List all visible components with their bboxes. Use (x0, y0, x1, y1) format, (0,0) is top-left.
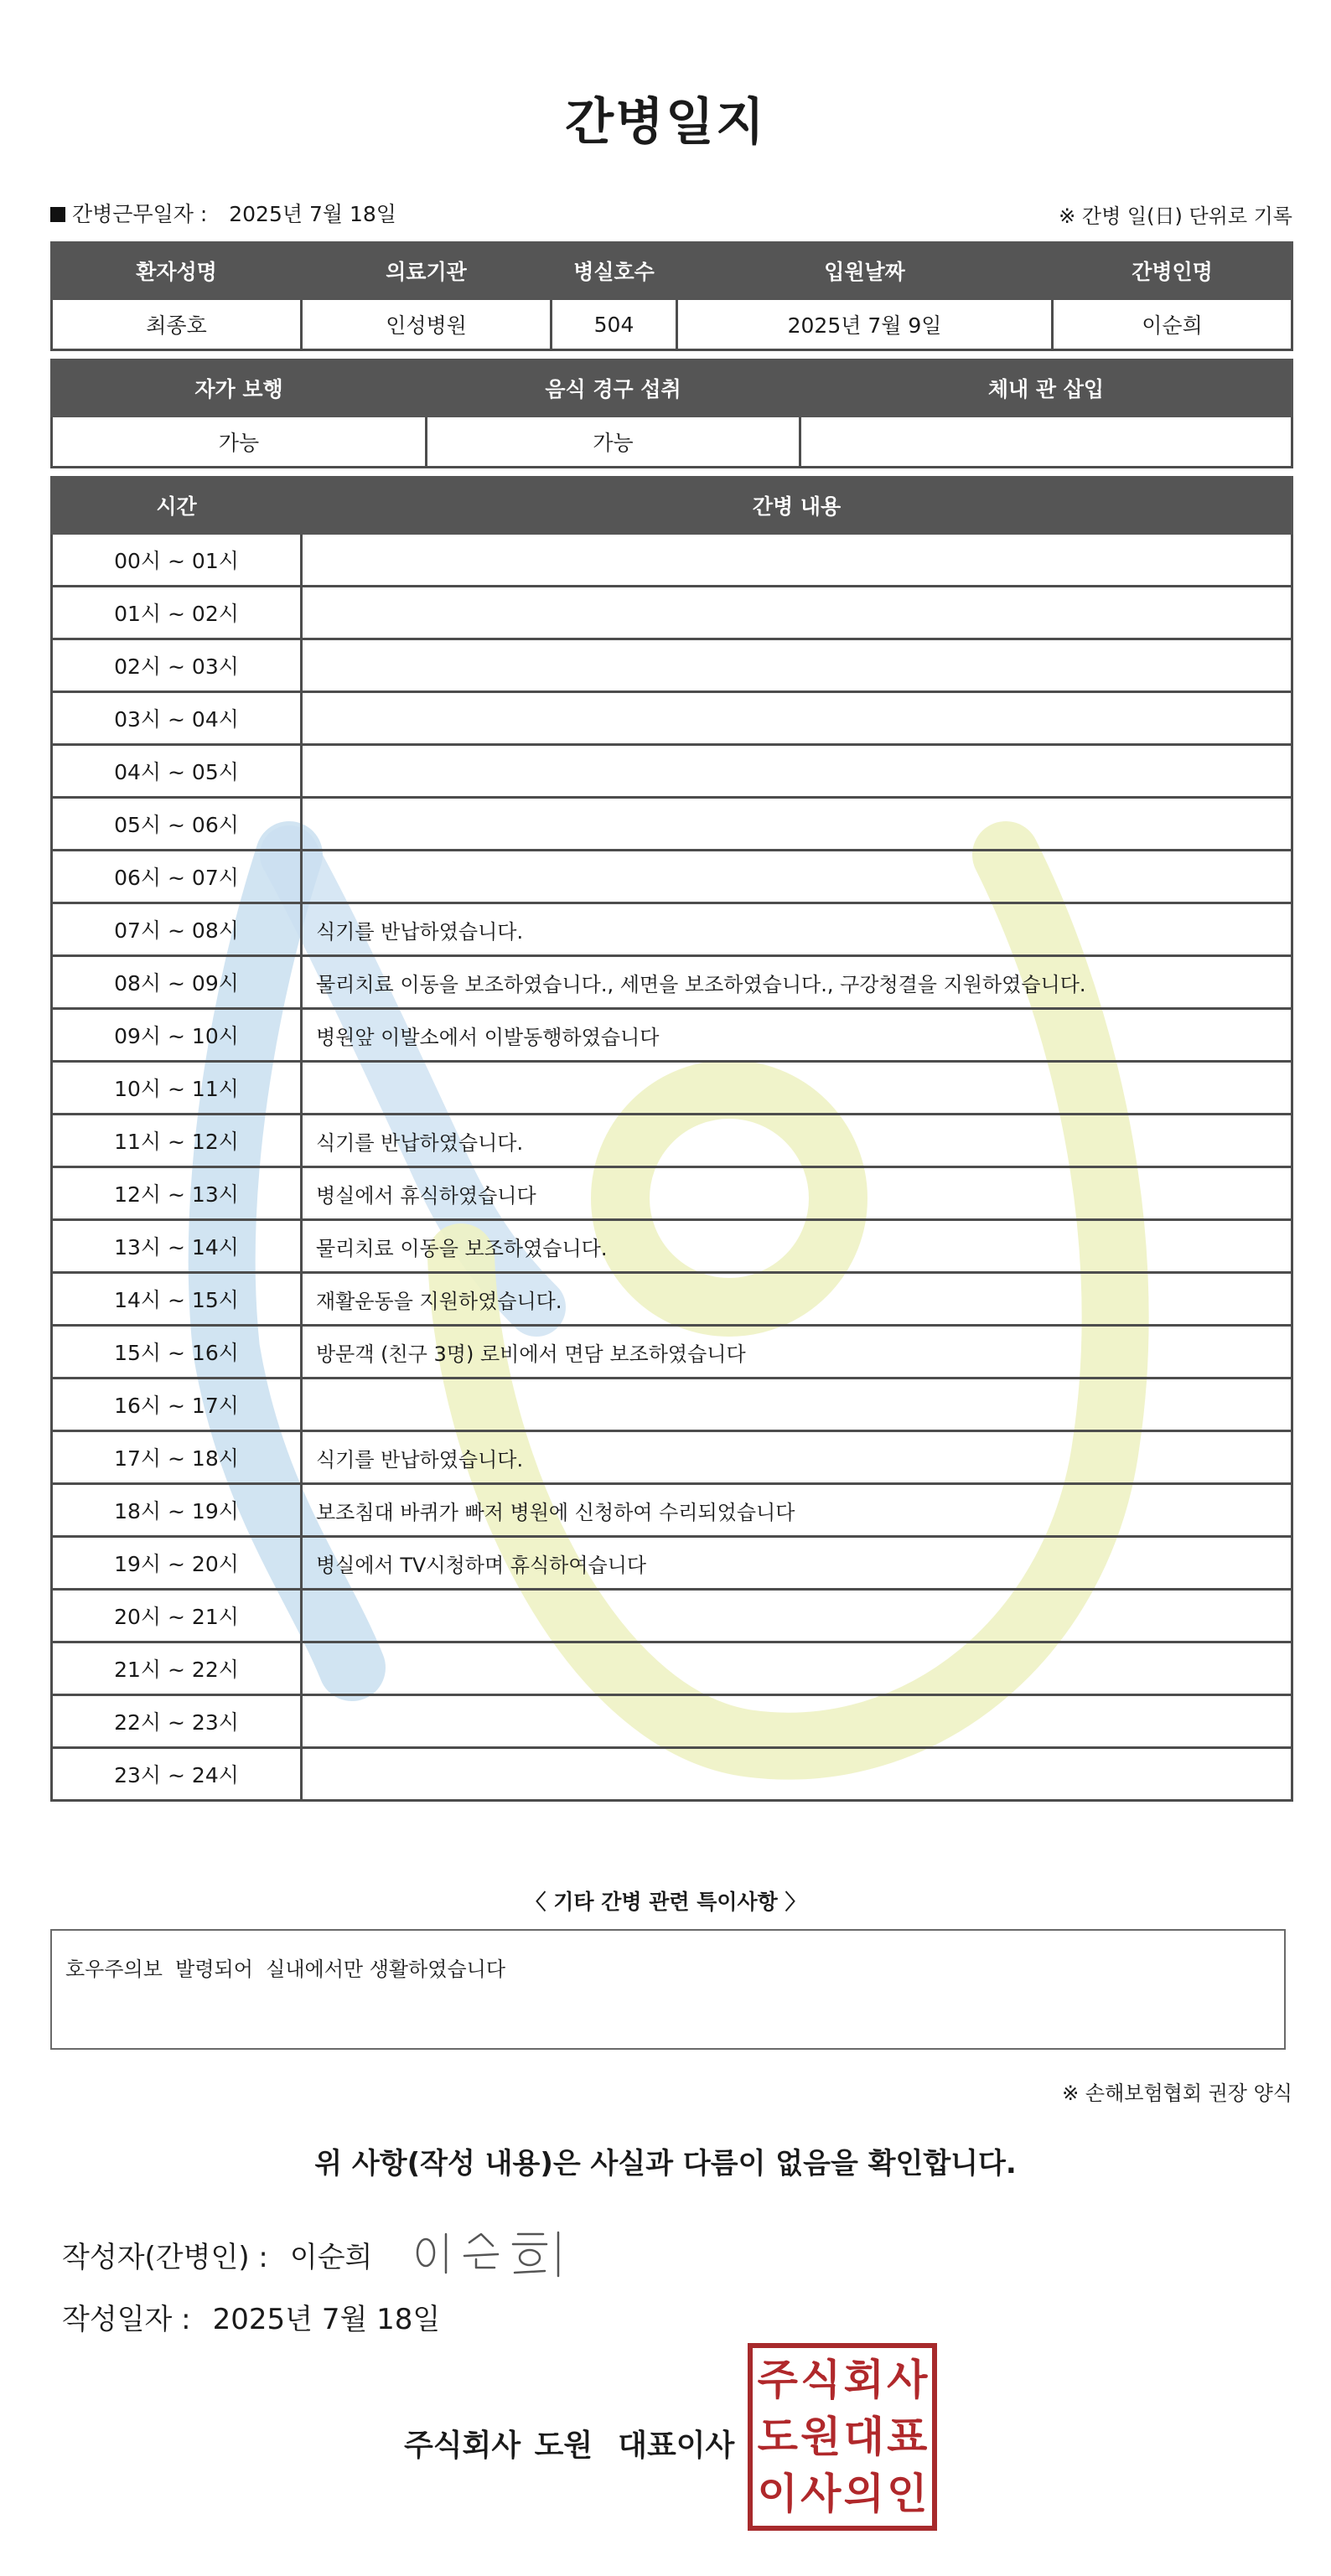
care-content (302, 1695, 1292, 1748)
table-row (52, 1590, 1292, 1642)
table-row (52, 1379, 1292, 1431)
care-content: 병실에서 TV시청하며 휴식하여습니다 (302, 1537, 1292, 1590)
care-content (302, 534, 1292, 587)
company-name: 주식회사 도원 (404, 2429, 593, 2463)
header-self-walking: 자가 보행 (52, 360, 427, 416)
writer-name: 이순희 (289, 2241, 373, 2274)
table-row (52, 1748, 1292, 1801)
patient-info-table (50, 241, 1293, 351)
work-date-value: 2025년 7월 18일 (229, 202, 396, 226)
table-row (52, 534, 1292, 587)
table-row (52, 1220, 1292, 1273)
work-date-separator: : (199, 202, 208, 226)
table-row (52, 1167, 1292, 1220)
confirmation-statement: 위 사항(작성 내용)은 사실과 다름이 없음을 확인합니다. (314, 2147, 1017, 2180)
table-row (52, 1642, 1292, 1695)
table-row (52, 1009, 1292, 1062)
table-row (52, 798, 1292, 851)
care-content (302, 587, 1292, 639)
care-content: 식기를 반납하였습니다. (302, 1115, 1292, 1167)
written-date-value: 2025년 7월 18일 (212, 2303, 441, 2336)
seal-character: 도 (757, 2413, 798, 2461)
work-date-line (50, 198, 396, 228)
table-row (52, 1326, 1292, 1379)
time-slot: 04시 ~ 05시 (52, 745, 302, 798)
header-oral-intake: 음식 경구 섭취 (427, 360, 800, 416)
self-walking-value: 가능 (52, 416, 427, 468)
seal-character: 주 (757, 2356, 798, 2404)
care-content (302, 798, 1292, 851)
seal-character: 원 (800, 2413, 842, 2461)
care-content (302, 1379, 1292, 1431)
time-slot: 21시 ~ 22시 (52, 1642, 302, 1695)
company-seal-stamp (748, 2343, 937, 2531)
care-content: 물리치료 이동을 보조하였습니다. (302, 1220, 1292, 1273)
caregiver-name: 이순희 (1053, 299, 1292, 350)
time-slot: 11시 ~ 12시 (52, 1115, 302, 1167)
table-row (52, 1431, 1292, 1484)
time-slot: 17시 ~ 18시 (52, 1431, 302, 1484)
remarks-title: 〈 기타 간병 관련 특이사항 〉 (525, 1890, 806, 1914)
care-content: 병원앞 이발소에서 이발동행하였습니다 (302, 1009, 1292, 1062)
time-slot: 23시 ~ 24시 (52, 1748, 302, 1801)
care-content (302, 745, 1292, 798)
seal-character: 인 (887, 2470, 928, 2518)
care-content (302, 1590, 1292, 1642)
tube-insertion-value (800, 416, 1292, 468)
care-content (302, 692, 1292, 745)
time-slot: 08시 ~ 09시 (52, 956, 302, 1009)
seal-character: 대 (843, 2413, 884, 2461)
table-row (52, 745, 1292, 798)
table-row (52, 1695, 1292, 1748)
care-content (302, 851, 1292, 903)
header-care-content: 간병 내용 (302, 478, 1292, 534)
time-slot: 07시 ~ 08시 (52, 903, 302, 956)
header-admission-date: 입원날짜 (677, 243, 1053, 299)
table-row (52, 639, 1292, 692)
table-row (52, 851, 1292, 903)
time-slot: 20시 ~ 21시 (52, 1590, 302, 1642)
time-slot: 10시 ~ 11시 (52, 1062, 302, 1115)
care-content: 물리치료 이동을 보조하였습니다., 세면을 보조하였습니다., 구강청결을 지원하였습니다. (302, 956, 1292, 1009)
association-note: ※ 손해보험협회 권장 양식 (1062, 2082, 1292, 2105)
writer-label: 작성자(간병인) : (62, 2241, 268, 2274)
seal-character: 사 (887, 2356, 928, 2404)
care-content: 병실에서 휴식하였습니다 (302, 1167, 1292, 1220)
care-log-rows (52, 534, 1292, 1801)
written-date-label: 작성일자 : (62, 2303, 191, 2336)
hospital: 인성병원 (302, 299, 552, 350)
table-row (52, 1273, 1292, 1326)
seal-character: 이 (757, 2470, 798, 2518)
table-row (52, 1537, 1292, 1590)
table-row (52, 692, 1292, 745)
table-row (52, 1115, 1292, 1167)
care-content: 재활운동을 지원하였습니다. (302, 1273, 1292, 1326)
document-title: 간병일지 (565, 93, 766, 152)
time-slot: 14시 ~ 15시 (52, 1273, 302, 1326)
seal-character: 식 (800, 2356, 842, 2404)
company-representative-title: 대표이사 (618, 2429, 735, 2463)
writer-line (62, 2234, 372, 2275)
time-slot: 05시 ~ 06시 (52, 798, 302, 851)
table-row (52, 587, 1292, 639)
care-content (302, 639, 1292, 692)
header-patient-name: 환자성명 (52, 243, 302, 299)
time-slot: 00시 ~ 01시 (52, 534, 302, 587)
table-row (52, 903, 1292, 956)
time-slot: 01시 ~ 02시 (52, 587, 302, 639)
time-slot: 16시 ~ 17시 (52, 1379, 302, 1431)
company-line (404, 2422, 734, 2465)
time-slot: 02시 ~ 03시 (52, 639, 302, 692)
patient-name: 최종호 (52, 299, 302, 350)
table-row (52, 1062, 1292, 1115)
header-caregiver-name: 간병인명 (1053, 243, 1292, 299)
table-row (52, 956, 1292, 1009)
written-date-line (62, 2296, 440, 2337)
patient-status-table (50, 359, 1293, 468)
admission-date: 2025년 7월 9일 (677, 299, 1053, 350)
oral-intake-value: 가능 (427, 416, 800, 468)
header-room-number: 병실호수 (552, 243, 677, 299)
care-content: 방문객 (친구 3명) 로비에서 면담 보조하였습니다 (302, 1326, 1292, 1379)
unit-note: ※ 간병 일(日) 단위로 기록 (1059, 204, 1292, 228)
header-tube-insertion: 체내 관 삽입 (800, 360, 1292, 416)
table-row (52, 1484, 1292, 1537)
square-bullet-icon (50, 207, 65, 222)
seal-character: 회 (843, 2356, 884, 2404)
seal-character: 의 (843, 2470, 884, 2518)
hourly-care-log-table (50, 476, 1293, 1802)
handwritten-signature (409, 2221, 577, 2288)
header-hospital: 의료기관 (302, 243, 552, 299)
time-slot: 13시 ~ 14시 (52, 1220, 302, 1273)
seal-character: 표 (887, 2413, 928, 2461)
time-slot: 12시 ~ 13시 (52, 1167, 302, 1220)
seal-character: 사 (800, 2470, 842, 2518)
time-slot: 09시 ~ 10시 (52, 1009, 302, 1062)
care-content (302, 1062, 1292, 1115)
work-date-label: 간병근무일자 (72, 202, 194, 226)
care-content (302, 1748, 1292, 1801)
time-slot: 22시 ~ 23시 (52, 1695, 302, 1748)
time-slot: 18시 ~ 19시 (52, 1484, 302, 1537)
time-slot: 06시 ~ 07시 (52, 851, 302, 903)
care-content (302, 1642, 1292, 1695)
care-content: 보조침대 바퀴가 빠저 병원에 신청하여 수리되었습니다 (302, 1484, 1292, 1537)
time-slot: 15시 ~ 16시 (52, 1326, 302, 1379)
time-slot: 19시 ~ 20시 (52, 1537, 302, 1590)
time-slot: 03시 ~ 04시 (52, 692, 302, 745)
room-number: 504 (552, 299, 677, 350)
care-content: 식기를 반납하였습니다. (302, 903, 1292, 956)
care-content: 식기를 반납하였습니다. (302, 1431, 1292, 1484)
header-time: 시간 (52, 478, 302, 534)
remarks-box: 호우주의보 발령되어 실내에서만 생활하였습니다 (50, 1929, 1286, 2050)
